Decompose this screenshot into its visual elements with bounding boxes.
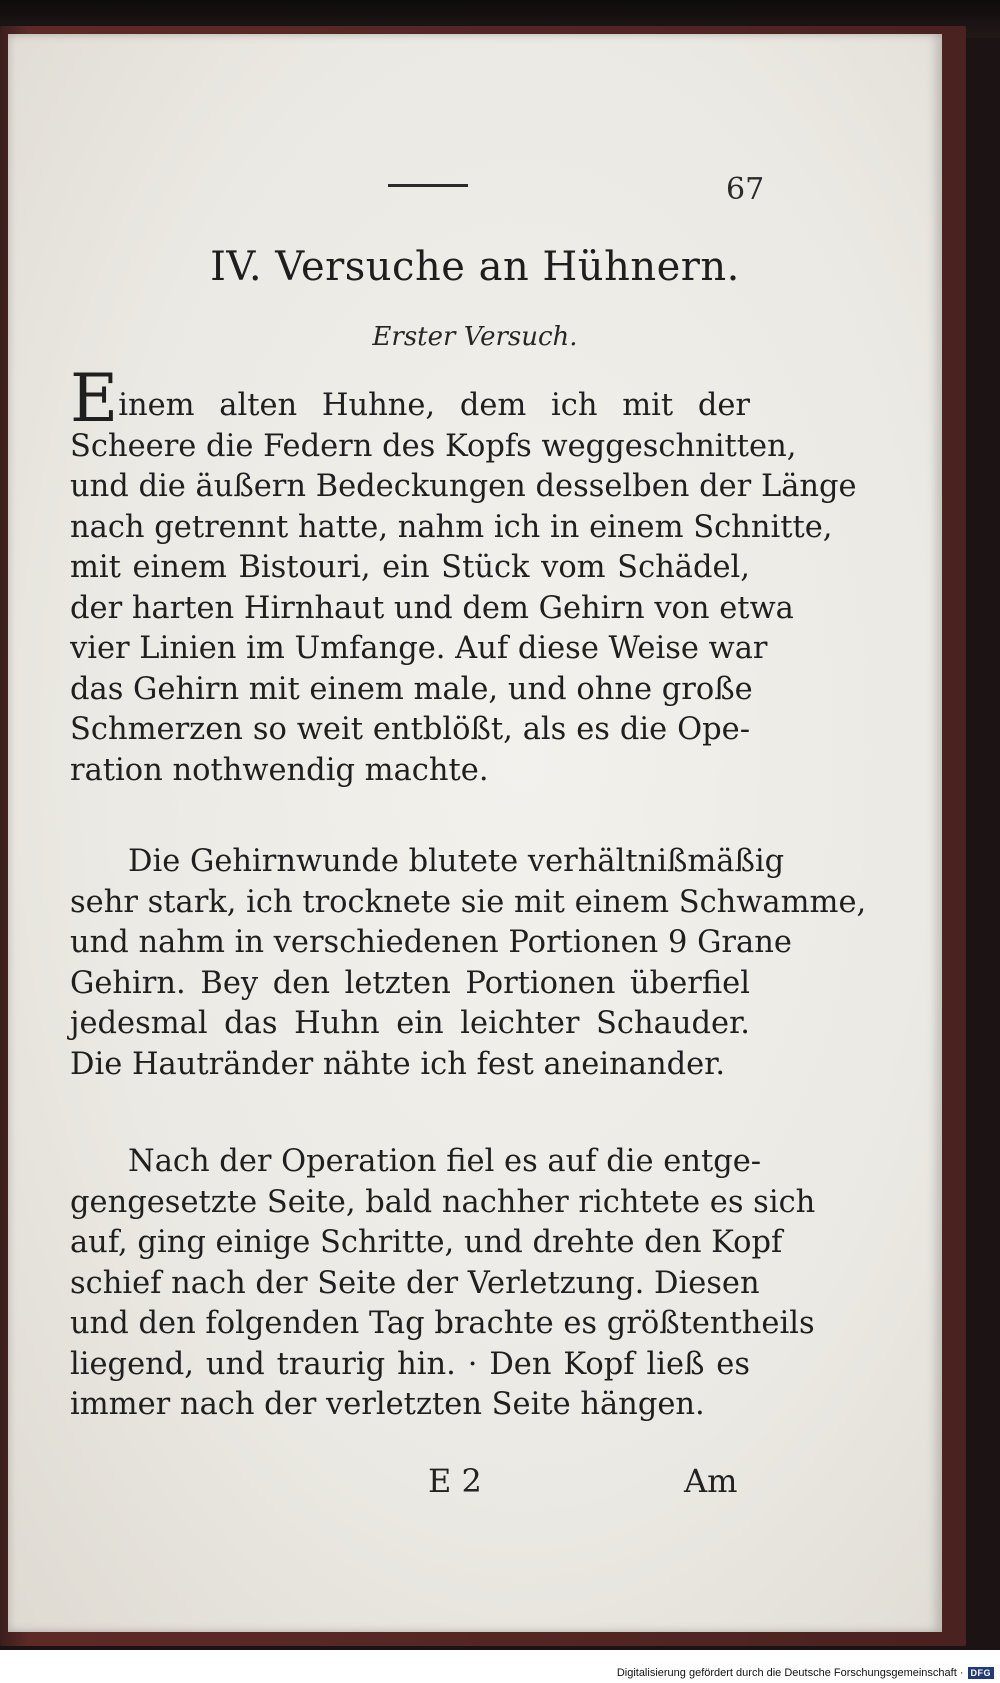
paragraph-1-line-4: nach getrennt hatte, nahm ich in einem Schnitte, [70, 509, 833, 545]
paragraph-1-line-5: mit einem Bistouri, ein Stück vom Schädel, [70, 550, 750, 585]
credit-text: Digitalisierung gefördert durch die Deutsche Forschungsgemeinschaft · [616, 1667, 964, 1679]
paragraph-3-line-6: liegend, und traurig hin. · Den Kopf ließ es [70, 1346, 750, 1382]
paragraph-3-line-3: auf, ging einige Schritte, und drehte den Kopf [70, 1225, 783, 1260]
section-subtitle: Erster Versuch. [372, 322, 578, 352]
paragraph-1-line-9: Schmerzen so weit entblößt, als es die Ope- [70, 712, 750, 747]
paragraph-1-line-1 [70, 360, 750, 437]
paragraph-1-line-3: und die äußern Bedeckungen desselben der Länge [70, 469, 857, 504]
paragraph-2-line-1: Die Gehirnwunde blutete verhältnißmäßig [128, 844, 785, 879]
paragraph-3-line-1: Nach der Operation fiel es auf die entge- [128, 1144, 762, 1179]
paragraph-2-line-6: Die Hautränder nähte ich fest aneinander. [70, 1046, 726, 1082]
paragraph-1-line-2: Scheere die Federn des Kopfs weggeschnitten, [70, 428, 797, 464]
paragraph-1-line-7: vier Linien im Umfange. Auf diese Weise war [70, 631, 768, 666]
paragraph-3-line-5: und den folgenden Tag brachte es größtentheils [70, 1306, 815, 1341]
paragraph-3-line-7: immer nach der verletzten Seite hängen. [70, 1387, 705, 1422]
paragraph-3 [70, 1142, 816, 1426]
book-page [8, 34, 942, 1632]
paragraph-1-line-8: das Gehirn mit einem male, und ohne große [70, 671, 753, 707]
drop-cap: E [70, 360, 119, 437]
chapter-title: IV. Versuche an Hühnern. [210, 244, 740, 290]
paragraph-1-line-6: der harten Hirnhaut und dem Gehirn von etwa [70, 590, 794, 626]
paragraph-3-line-2: gengesetzte Seite, bald nachher richtete es sich [70, 1184, 816, 1220]
catchword: Am [684, 1462, 738, 1500]
header-rule [388, 184, 468, 187]
dfg-credit [617, 1665, 994, 1681]
signature-mark: E 2 [428, 1462, 482, 1500]
paragraph-2-line-5: jedesmal das Huhn ein leichter Schauder. [70, 1006, 750, 1041]
paragraph-3-line-4: schief nach der Seite der Verletzung. Diesen [70, 1265, 760, 1301]
paragraph-1 [70, 360, 857, 791]
paragraph-2-line-3: und nahm in verschiedenen Portionen 9 Grane [70, 925, 792, 960]
paragraph-2 [70, 842, 867, 1085]
dfg-logo-icon: DFG [968, 1667, 995, 1679]
page-number: 67 [726, 172, 765, 207]
paragraph-1-line-1-text: inem alten Huhne, dem ich mit der [118, 388, 750, 423]
paragraph-1-line-10: ration nothwendig machte. [70, 752, 489, 788]
paragraph-2-line-2: sehr stark, ich trocknete sie mit einem Schwamme, [70, 884, 867, 920]
paragraph-2-line-4: Gehirn. Bey den letzten Portionen überfiel [70, 965, 750, 1001]
